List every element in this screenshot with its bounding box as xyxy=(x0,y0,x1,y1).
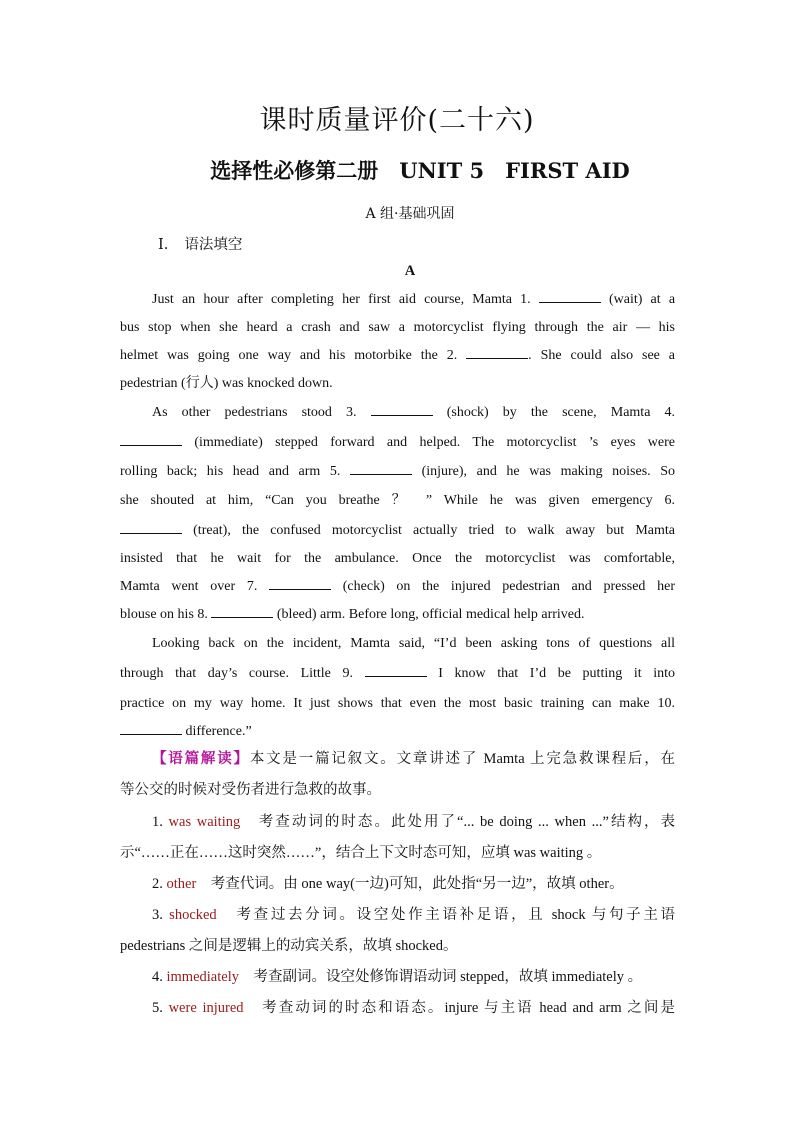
passage-line xyxy=(120,285,675,314)
answer-item xyxy=(120,807,675,838)
text: through that day’s course. Little 9. xyxy=(120,666,353,681)
blank-10 xyxy=(120,720,182,735)
answer-explanation: 考查动词的时态和语态。injure 与主语 head and arm 之间是 xyxy=(243,1000,676,1016)
answer-number: 1. xyxy=(152,814,163,830)
blank-6 xyxy=(120,519,182,534)
answer-value: immediately xyxy=(166,969,239,985)
answer-explanation: 考查副词。设空处修饰谓语动词 stepped，故填 immediately 。 xyxy=(238,969,643,985)
answer-explanation: 考查代词。由 one way(一边)可知，此处指“另一边”，故填 other。 xyxy=(196,876,624,892)
passage-line xyxy=(120,341,675,370)
answer-item-cont xyxy=(120,931,675,962)
text: blouse on his 8. xyxy=(120,607,208,622)
text: 本文是一篇记叙文。文章讲述了 Mamta 上完急救课程后，在 xyxy=(249,751,676,767)
answer-number: 4. xyxy=(152,969,163,985)
text: (check) on the injured pedestrian and pressed her xyxy=(342,579,676,594)
blank-1 xyxy=(539,288,601,303)
section-heading xyxy=(158,233,242,254)
answer-explanation: 考查过去分词。设空处作主语补足语，且 shock 与句子主语 xyxy=(216,907,676,923)
text: pedestrian (行人) was knocked down. xyxy=(120,376,333,391)
text: Looking back on the incident, Mamta said, “I’d been asking tons of questions all xyxy=(152,636,675,651)
text: Mamta went over 7. xyxy=(120,579,258,594)
passage-line xyxy=(120,572,675,601)
text: insisted that he wait for the ambulance. Once the motorcyclist was comfortable, xyxy=(120,551,675,566)
text: helmet was going one way and his motorbike the 2. xyxy=(120,348,458,363)
blank-4 xyxy=(120,431,182,446)
page-title: 课时质量评价(二十六) xyxy=(259,105,535,136)
text: rolling back; his head and arm 5. xyxy=(120,464,341,479)
passage-line xyxy=(120,428,675,457)
blank-3 xyxy=(371,401,433,416)
unit-subtitle: 选择性必修第二册 UNIT 5 FIRST AID xyxy=(210,158,630,183)
passage-line xyxy=(120,457,675,486)
group-heading: A 组·基础巩固 xyxy=(365,206,455,222)
passage-line xyxy=(120,600,675,629)
text: (bleed) arm. Before long, official medical help arrived. xyxy=(276,607,585,622)
answer-number: 2. xyxy=(152,876,163,892)
analysis-tag: 【语篇解读】 xyxy=(152,751,250,767)
text: . She could also see a xyxy=(528,348,676,363)
blank-8 xyxy=(211,603,273,618)
passage-line xyxy=(120,486,675,515)
text: bus stop when she heard a crash and saw a motorcyclist flying through the air — his xyxy=(120,320,675,335)
answer-item xyxy=(120,900,675,931)
blank-2 xyxy=(466,344,528,359)
answer-value: was waiting xyxy=(168,814,241,830)
passage-line xyxy=(120,689,675,718)
passage-line xyxy=(120,313,675,342)
passage-line xyxy=(120,629,675,658)
answer-item xyxy=(120,869,675,900)
text: (immediate) stepped forward and helped. The motorcyclist ’s eyes were xyxy=(194,435,676,450)
blank-9 xyxy=(365,662,427,677)
section-label: 语法填空 xyxy=(184,237,243,253)
text: As other pedestrians stood 3. xyxy=(152,405,357,420)
answer-explanation: pedestrians 之间是逻辑上的动宾关系，故填 shocked。 xyxy=(120,938,458,954)
text: (treat), the confused motorcyclist actually tried to walk away but Mamta xyxy=(193,523,675,538)
answer-item xyxy=(120,962,675,993)
answer-item-cont xyxy=(120,838,675,869)
blank-5 xyxy=(350,460,412,475)
section-number: Ⅰ. xyxy=(158,237,169,253)
text: (injure), and he was making noises. So xyxy=(421,464,676,479)
answer-explanation: 示“……正在……这时突然……”，结合上下文时态可知，应填 was waiting 。 xyxy=(120,845,602,861)
answer-explanation: 考查动词的时态。此处用了“... be doing ... when ...”结构，表 xyxy=(240,814,676,830)
passage-line xyxy=(120,398,675,427)
passage-line xyxy=(120,717,675,746)
text: difference.” xyxy=(185,724,252,739)
analysis-line xyxy=(120,775,675,806)
answer-number: 3. xyxy=(152,907,163,923)
analysis-line xyxy=(120,744,675,775)
text: 等公交的时候对受伤者进行急救的故事。 xyxy=(120,782,381,798)
answer-value: other xyxy=(166,876,197,892)
blank-7 xyxy=(269,575,331,590)
text: Just an hour after completing her first aid course, Mamta 1. xyxy=(152,292,531,307)
text: I know that I’d be putting it into xyxy=(438,666,676,681)
text: she shouted at him, “Can you breathe ？ ” While he was given emergency 6. xyxy=(120,493,675,508)
text: practice on my way home. It just shows that even the most basic training can make 10. xyxy=(120,696,675,711)
passage-label: A xyxy=(404,263,416,279)
passage-line xyxy=(120,516,675,545)
passage-line xyxy=(120,369,675,398)
answer-number: 5. xyxy=(152,1000,163,1016)
text: (shock) by the scene, Mamta 4. xyxy=(446,405,675,420)
text: (wait) at a xyxy=(608,292,676,307)
answer-item xyxy=(120,993,675,1024)
answer-value: were injured xyxy=(168,1000,244,1016)
answer-value: shocked xyxy=(169,907,217,923)
passage-line xyxy=(120,659,675,688)
passage-line xyxy=(120,544,675,573)
